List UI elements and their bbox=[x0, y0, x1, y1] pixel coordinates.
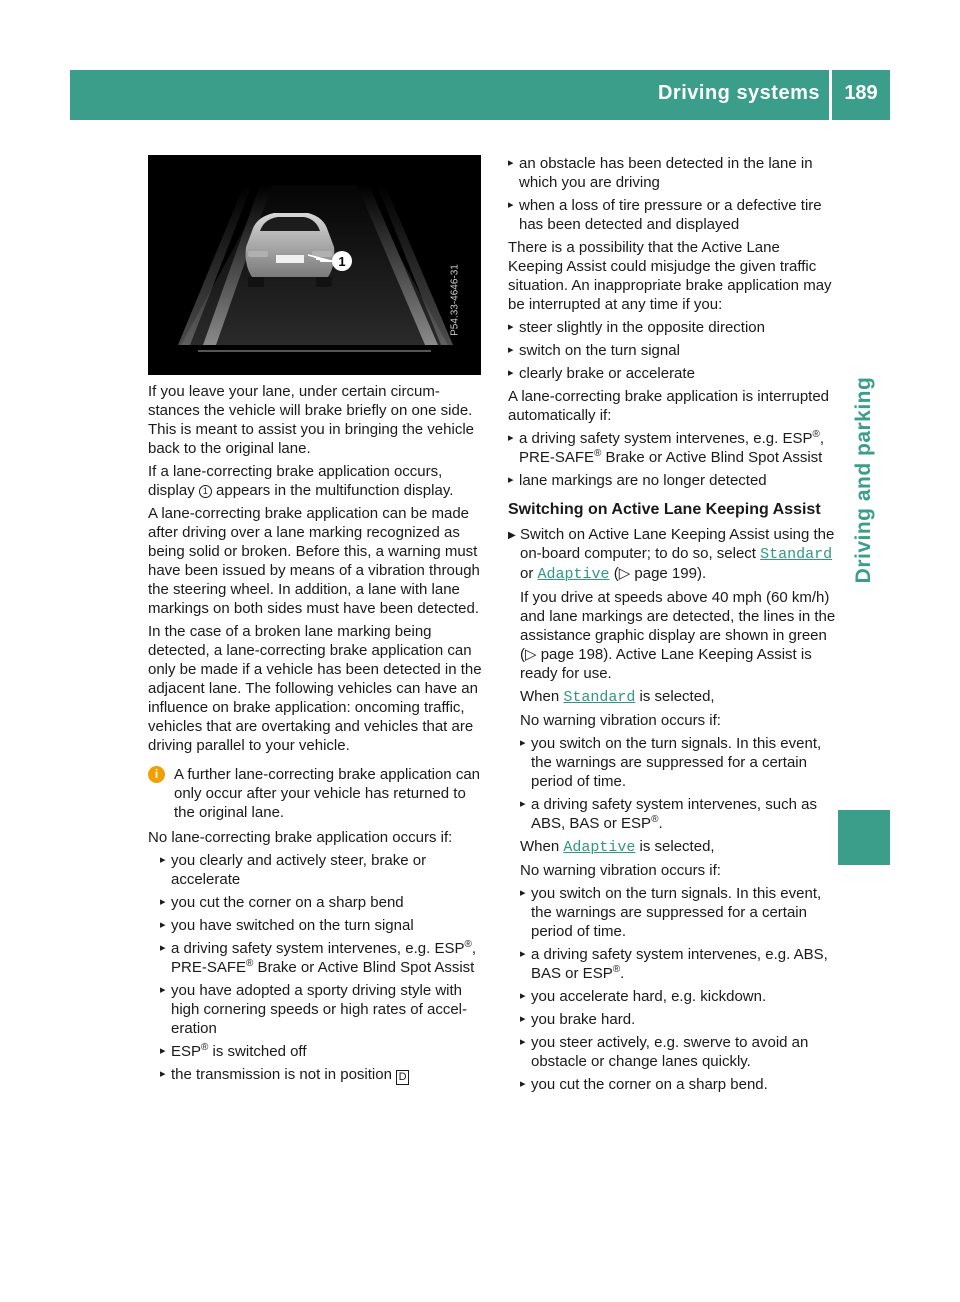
list-item: ▸ clearly brake or accelerate bbox=[508, 364, 836, 383]
lane-assist-illustration bbox=[148, 155, 481, 375]
paragraph: No warning vibration occurs if: bbox=[520, 862, 721, 879]
list-item: ▸ a driving safety system intervenes, e.g. ESP®, PRE-SAFE® Brake or Active Blind Spot Assist bbox=[160, 939, 484, 977]
figure-code: P54.33-4646-31 bbox=[449, 264, 461, 336]
list-item: ▸ you cut the corner on a sharp bend bbox=[160, 893, 484, 912]
display-baseline bbox=[198, 350, 431, 352]
callout-number: 1 bbox=[338, 254, 346, 269]
standard-heading: When Standard is selected, bbox=[520, 688, 715, 706]
section-title: Driving systems bbox=[657, 82, 820, 104]
list-item: ▸ steer slightly in the opposite direction bbox=[508, 318, 836, 337]
chapter-tab-label: Driving and parking bbox=[852, 376, 875, 584]
paragraph: If you leave your lane, under certain circumstances the vehicle will brake briefly on one side. This is meant to assist you in bringing the vehicle back to the original lane. bbox=[148, 383, 474, 457]
list-item: ▸ you have adopted a sporty driving style with high cornering speeds or high rates of acceleration bbox=[160, 981, 484, 1038]
list-item: ▸ a driving safety system intervenes, e.g. ESP®, PRE-SAFE® Brake or Active Blind Spot Assist bbox=[508, 429, 836, 467]
adaptive-mode-label: Adaptive bbox=[537, 566, 610, 583]
paragraph: There is a possibility that the Active Lane Keeping Assist could misjudge the given traffic situation. An inappropriate brake application may be interrupted at any time if you: bbox=[508, 239, 832, 313]
vehicle-rear-view bbox=[246, 213, 335, 287]
list-item: ▸ you accelerate hard, e.g. kickdown. bbox=[520, 987, 836, 1006]
lane-assist-display-figure bbox=[148, 155, 481, 375]
list-item: ▸ a driving safety system intervenes, such as ABS, BAS or ESP®. bbox=[520, 795, 836, 833]
paragraph: No lane-correcting brake application occurs if: bbox=[148, 829, 453, 846]
list-item: ▸ the transmission is not in position D bbox=[160, 1065, 484, 1085]
paragraph: A lane-correcting brake application is interrupted automatically if: bbox=[508, 388, 830, 424]
info-icon: i bbox=[148, 766, 165, 783]
page-number: 189 bbox=[844, 82, 878, 104]
list-item: ▸ you switch on the turn signals. In this event, the warnings are suppressed for a certain period of time. bbox=[520, 884, 836, 941]
list-item: ▸ ESP® is switched off bbox=[160, 1042, 484, 1061]
list-item: ▸ a driving safety system intervenes, e.g. ABS, BAS or ESP®. bbox=[520, 945, 836, 983]
paragraph: A lane-correcting brake application can be made after driving over a lane marking recognized as being solid or broken. Before this, a warning must have been issued by means of a vibration through the steering wheel. In addition, a lane with lane markings on both sides must have been detected. bbox=[148, 505, 480, 617]
list-item: ▸ you clearly and actively steer, brake or accelerate bbox=[160, 851, 484, 889]
left-column bbox=[148, 382, 484, 1089]
adaptive-heading: When Adaptive is selected, bbox=[520, 838, 715, 856]
right-column bbox=[508, 154, 836, 1098]
list-item: ▸ you steer actively, e.g. swerve to avoid an obstacle or change lanes quickly. bbox=[520, 1033, 836, 1071]
list-item: ▸ you brake hard. bbox=[520, 1010, 836, 1029]
list-item: ▸ an obstacle has been detected in the lane in which you are driving bbox=[508, 154, 836, 192]
standard-mode-label: Standard bbox=[760, 546, 833, 563]
callout-symbol: 1 bbox=[199, 485, 212, 498]
list-item: ▸ you have switched on the turn signal bbox=[160, 916, 484, 935]
paragraph-display: If a lane-correcting brake application occurs, display 1 appears in the multifunction display. bbox=[148, 463, 454, 499]
paragraph: No warning vibration occurs if: bbox=[520, 712, 721, 729]
list-item: ▸ switch on the turn signal bbox=[508, 341, 836, 360]
list-item: ▸ you switch on the turn signals. In this event, the warnings are suppressed for a certain period of time. bbox=[520, 734, 836, 791]
chapter-tab-marker bbox=[838, 810, 890, 865]
list-item: ▸ lane markings are no longer detected bbox=[508, 471, 836, 490]
gear-position-d-symbol: D bbox=[396, 1070, 409, 1085]
list-item: ▸ you cut the corner on a sharp bend. bbox=[520, 1075, 836, 1094]
step-result: If you drive at speeds above 40 mph (60 km/h) and lane markings are detected, the lines in the assistance graphic display are shown in green (▷ page 198). Active Lane Keeping Assist is ready for use. bbox=[520, 589, 836, 682]
info-note: i A further lane-correcting brake application can only occur after your vehicle has returned to the original lane. bbox=[148, 765, 484, 822]
list-item: ▸ when a loss of tire pressure or a defective tire has been detected and displayed bbox=[508, 196, 836, 234]
paragraph: In the case of a broken lane marking being detected, a lane-correcting brake application can only be made if a vehicle has been detected in the adjacent lane. The following vehicles can have an influence on brake application: oncoming traffic, vehicles that are overtaking and vehicles that are driving parallel to your vehicle. bbox=[148, 623, 482, 754]
section-heading: Switching on Active Lane Keeping Assist bbox=[508, 501, 821, 518]
instruction-step: ▶ Switch on Active Lane Keeping Assist using the on-board computer; to do so, select Standard or Adaptive (▷ page 199). bbox=[508, 525, 836, 584]
